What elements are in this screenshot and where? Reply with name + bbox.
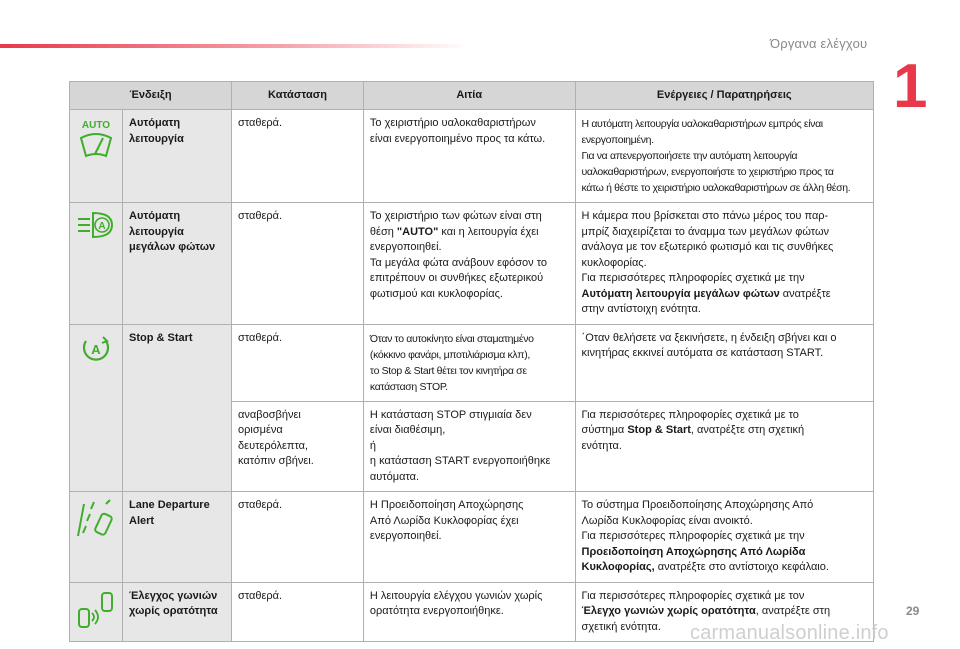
state-cell: σταθερά. — [232, 110, 364, 203]
icon-cell — [70, 203, 123, 325]
icon-cell — [70, 582, 123, 642]
table-row — [70, 110, 874, 203]
lane-departure-icon — [76, 498, 116, 540]
cause-cell: Η λειτουργία ελέγχου γωνιών χωρίς ορατότητα ενεργοποιήθηκε. — [363, 582, 575, 642]
blind-spot-icon — [76, 589, 116, 631]
state-cell: σταθερά. — [232, 582, 364, 642]
column-header-indicator: Ένδειξη — [70, 82, 232, 110]
indicator-name: Έλεγχος γωνιών χωρίς ορατότητα — [123, 582, 232, 642]
icon-cell — [70, 492, 123, 583]
state-cell: σταθερά. — [232, 203, 364, 325]
state-cell: σταθερά. — [232, 492, 364, 583]
action-cell: Η κάμερα που βρίσκεται στο πάνω μέρος του παρ- μπρίζ διαχειρίζεται το άναμμα των μεγάλων φώτων ανάλογα με τον εξωτερικό φωτισμό και τις συνθήκες κυκλοφορίας. Για περισσότερες πληροφορίες σχετικά με την Αυτόματη λειτουργία μεγάλων φώτων ανατρέξτε στην αντίστοιχη ενότητα. — [575, 203, 873, 325]
svg-text:A: A — [91, 341, 101, 357]
chapter-number: 1 — [893, 52, 928, 121]
auto-wiper-icon — [76, 116, 116, 166]
indicator-table — [69, 81, 874, 642]
state-cell: σταθερά. — [232, 324, 364, 401]
svg-text:A: A — [98, 221, 106, 232]
column-header-cause: Αιτία — [363, 82, 575, 110]
indicator-name: Stop & Start — [123, 324, 232, 492]
table-row — [70, 324, 874, 401]
cause-cell: Το χειριστήριο των φώτων είναι στη θέση "AUTO" και η λειτουργία έχει ενεργοποιηθεί. Τα μεγάλα φώτα ανάβουν εφόσον το επιτρέπουν οι συνθήκες εξωτερικού φωτισμού και κυκλοφορίας. — [363, 203, 575, 325]
indicator-name: Lane Departure Alert — [123, 492, 232, 583]
action-cell: Το σύστημα Προειδοποίησης Αποχώρησης Από Λωρίδα Κυκλοφορίας είναι ανοικτό. Για περισσότερες πληροφορίες σχετικά με την Προειδοποίηση Αποχώρησης Από Λωρίδα Κυκλοφορίας, ανατρέξτε στο αντίστοιχο κεφάλαιο. — [575, 492, 873, 583]
cause-cell: Όταν το αυτοκίνητο είναι σταματημένο (κόκκινο φανάρι, μποτιλιάρισμα κλπ), το Stop & Start θέτει τον κινητήρα σε κατάσταση STOP. — [363, 324, 575, 401]
icon-cell — [70, 110, 123, 203]
auto-wiper-icon-text: AUTO — [81, 120, 111, 131]
indicator-name: Αυτόματη λειτουργία μεγάλων φώτων — [123, 203, 232, 325]
watermark: carmanualsonline.info — [690, 622, 889, 644]
action-cell: ΄Οταν θελήσετε να ξεκινήσετε, η ένδειξη σβήνει και ο κινητήρας εκκινεί αυτόματα σε κατάσταση START. — [575, 324, 873, 401]
table-row — [70, 203, 874, 325]
page-number: 29 — [906, 604, 920, 618]
action-cell: Για περισσότερες πληροφορίες σχετικά με τον Έλεγχο γωνιών χωρίς ορατότητα, ανατρέξτε στη σχετική ενότητα. — [575, 582, 873, 642]
action-cell: Για περισσότερες πληροφορίες σχετικά με το σύστημα Stop & Start, ανατρέξτε στη σχετική ενότητα. — [575, 401, 873, 492]
stop-start-icon — [76, 331, 116, 365]
column-header-actions: Ενέργειες / Παρατηρήσεις — [575, 82, 873, 110]
cause-cell: Η Προειδοποίηση Αποχώρησης Από Λωρίδα Κυκλοφορίας έχει ενεργοποιηθεί. — [363, 492, 575, 583]
cause-cell: Το χειριστήριο υαλοκαθαριστήρων είναι ενεργοποιημένο προς τα κάτω. — [363, 110, 575, 203]
icon-cell — [70, 324, 123, 492]
indicator-name: Αυτόματη λειτουργία — [123, 110, 232, 203]
table-header-row — [70, 82, 874, 110]
column-header-state: Κατάσταση — [232, 82, 364, 110]
auto-high-beam-icon — [76, 209, 116, 243]
cause-cell: Η κατάσταση STOP στιγμιαία δεν είναι διαθέσιμη, ή η κατάσταση START ενεργοποιήθηκε αυτόματα. — [363, 401, 575, 492]
state-cell: αναβοσβήνει ορισμένα δευτερόλεπτα, κατόπιν σβήνει. — [232, 401, 364, 492]
table-row — [70, 492, 874, 583]
top-accent-bar — [0, 44, 470, 48]
section-title: Όργανα ελέγχου — [770, 36, 868, 51]
action-cell: Η αυτόματη λειτουργία υαλοκαθαριστήρων εμπρός είναι ενεργοποιημένη. Για να απενεργοποιήσετε την αυτόματη λειτουργία υαλοκαθαριστήρων, ενεργοποιήστε το χειριστήριο προς τα κάτω ή θέστε το χειριστήριο υαλοκαθαριστήρων σε άλλη θέση. — [575, 110, 873, 203]
